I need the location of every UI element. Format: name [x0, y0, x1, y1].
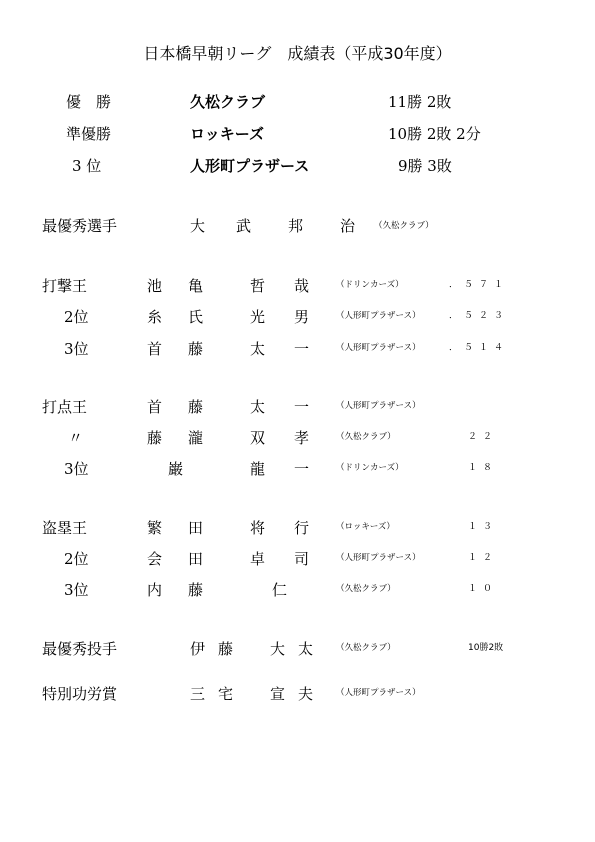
award-label: 最優秀投手	[42, 640, 118, 658]
name-char: 宣	[270, 685, 286, 703]
name-char: 司	[294, 550, 310, 568]
name-char: 首	[147, 340, 163, 358]
name-char: 会	[147, 550, 163, 568]
team-name: （久松クラブ）	[336, 432, 396, 442]
name-char: 藤	[147, 429, 163, 447]
standing-team: 久松クラブ	[190, 93, 266, 111]
award-label: 特別功労賞	[42, 685, 118, 703]
name-char: 一	[294, 460, 310, 478]
name-char: 藤	[218, 640, 234, 658]
name-char: 仁	[272, 581, 288, 599]
name-char: 瀧	[188, 429, 204, 447]
name-char: 治	[340, 217, 356, 235]
stat-value: ．５１４	[449, 343, 510, 353]
name-char: 龍	[250, 460, 266, 478]
award-label: 打点王	[42, 398, 88, 416]
standing-team: 人形町プラザース	[190, 157, 310, 175]
name-char: 将	[250, 519, 266, 537]
name-char: 池	[147, 277, 163, 295]
name-char: 宅	[218, 685, 234, 703]
award-label: 最優秀選手	[42, 217, 118, 235]
name-char: 伊	[190, 640, 206, 658]
stat-value: ．５２３	[449, 311, 510, 321]
stat-value: １２	[468, 553, 499, 563]
standing-rank: 準優勝	[66, 125, 112, 143]
standing-record: 9勝 3敗	[398, 157, 452, 175]
team-name: （久松クラブ）	[336, 584, 396, 594]
standing-rank: 3 位	[72, 157, 102, 175]
name-char: 太	[250, 398, 266, 416]
name-char: 大	[190, 217, 206, 235]
name-char: 田	[188, 519, 204, 537]
name-char: 哲	[250, 277, 266, 295]
standing-record: 11勝 2敗	[388, 93, 452, 111]
name-char: 藤	[188, 398, 204, 416]
name-char: 亀	[188, 277, 204, 295]
team-name: （ドリンカーズ）	[336, 463, 404, 473]
stat-value: 10勝2敗	[468, 643, 504, 653]
stat-value: １８	[468, 463, 499, 473]
name-char: 大	[270, 640, 286, 658]
name-char: 孝	[294, 429, 310, 447]
name-char: 武	[236, 217, 252, 235]
stat-value: １３	[468, 522, 499, 532]
stat-value: ２２	[468, 432, 499, 442]
name-char: 行	[294, 519, 310, 537]
name-char: 巌	[168, 460, 184, 478]
name-char: 糸	[147, 308, 163, 326]
name-char: 哉	[294, 277, 310, 295]
award-label: 〃	[68, 429, 84, 447]
name-char: 太	[250, 340, 266, 358]
name-char: 太	[298, 640, 314, 658]
name-char: 首	[147, 398, 163, 416]
name-char: 一	[294, 340, 310, 358]
name-char: 夫	[298, 685, 314, 703]
team-name: （人形町プラザース）	[336, 343, 421, 353]
name-char: 邦	[288, 217, 304, 235]
team-name: （人形町プラザース）	[336, 553, 421, 563]
name-char: 光	[250, 308, 266, 326]
name-char: 男	[294, 308, 310, 326]
name-char: 田	[188, 550, 204, 568]
award-label: 3位	[64, 581, 89, 599]
name-char: 藤	[188, 340, 204, 358]
stat-value: ．５７１	[449, 280, 510, 290]
standing-record: 10勝 2敗 2分	[388, 125, 481, 143]
name-char: 双	[250, 429, 266, 447]
team-name: （久松クラブ）	[374, 221, 434, 231]
award-label: 2位	[64, 308, 89, 326]
award-label: 3位	[64, 460, 89, 478]
name-char: 卓	[250, 550, 266, 568]
name-char: 繁	[147, 519, 163, 537]
name-char: 氏	[188, 308, 204, 326]
standing-team: ロッキーズ	[190, 125, 264, 143]
name-char: 一	[294, 398, 310, 416]
award-label: 2位	[64, 550, 89, 568]
award-label: 3位	[64, 340, 89, 358]
team-name: （人形町プラザース）	[336, 688, 421, 698]
award-label: 盗塁王	[42, 519, 88, 537]
name-char: 内	[147, 581, 163, 599]
award-label: 打撃王	[42, 277, 88, 295]
page-title: 日本橋早朝リーグ 成績表（平成30年度）	[143, 44, 452, 63]
team-name: （久松クラブ）	[336, 643, 396, 653]
team-name: （ドリンカーズ）	[336, 280, 404, 290]
team-name: （人形町プラザース）	[336, 311, 421, 321]
name-char: 藤	[188, 581, 204, 599]
team-name: （人形町プラザース）	[336, 401, 421, 411]
team-name: （ロッキーズ）	[336, 522, 395, 532]
stat-value: １０	[468, 584, 499, 594]
standing-rank: 優 勝	[66, 93, 112, 111]
name-char: 三	[190, 685, 206, 703]
